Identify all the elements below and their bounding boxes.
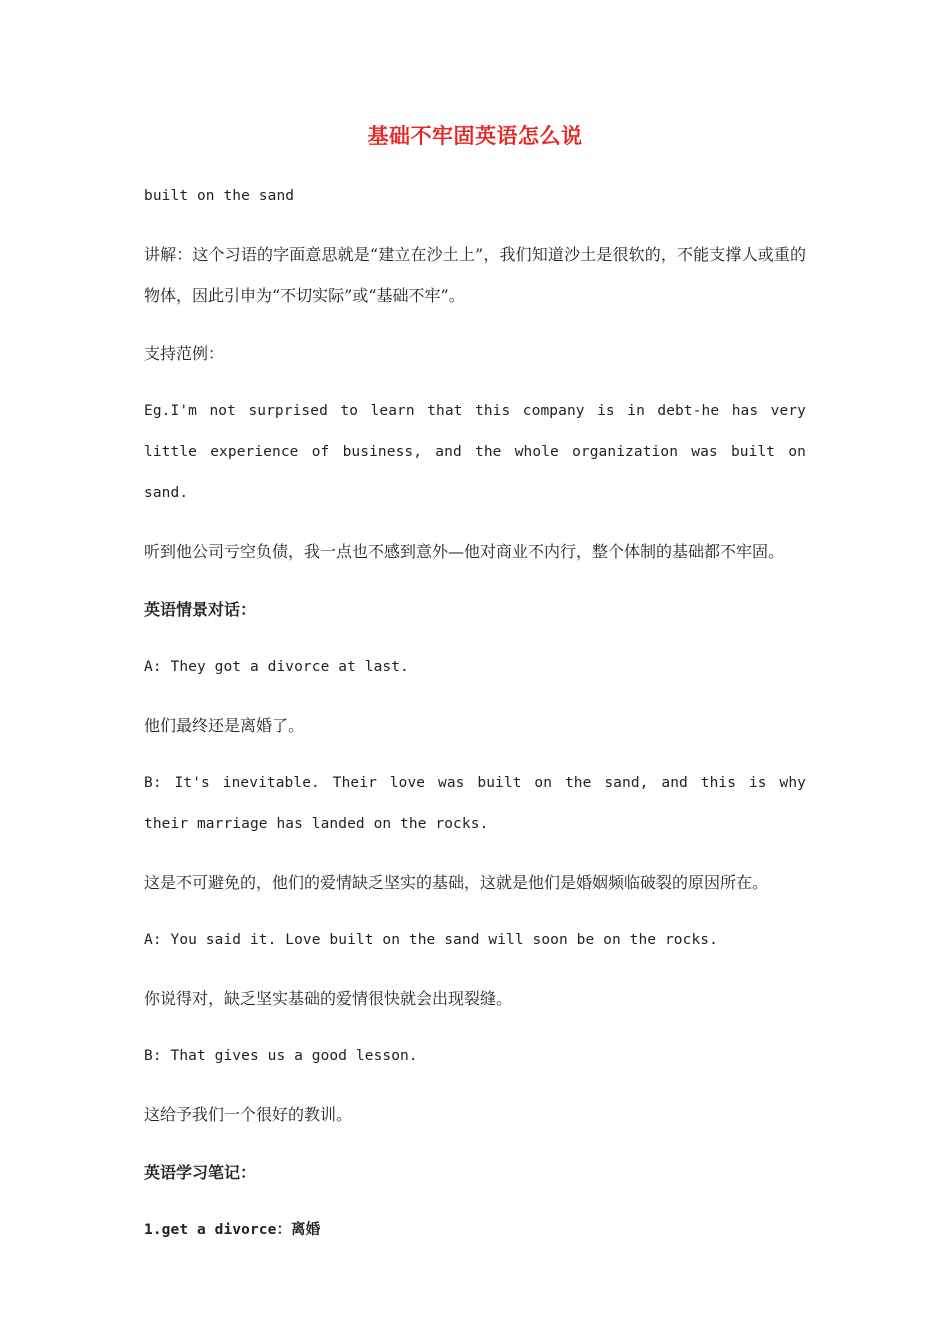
explanation-block xyxy=(144,234,806,316)
dialogue-line xyxy=(144,705,806,746)
dialogue-line-en: B: That gives us a good lesson. xyxy=(144,1048,418,1064)
dialogue-line xyxy=(144,763,806,845)
dialogue-line-cn: 你说得对，缺乏坚实基础的爱情很快就会出现裂缝。 xyxy=(144,989,513,1008)
dialogue-line-en: A: You said it. Love built on the sand will soon be on the rocks. xyxy=(144,932,718,948)
dialogue-heading: 英语情景对话： xyxy=(144,600,257,619)
example-cn-block xyxy=(144,531,806,572)
dialogue-line-en: A: They got a divorce at last. xyxy=(144,659,409,675)
dialogue-line-cn: 这给予我们一个很好的教训。 xyxy=(144,1105,353,1124)
note-item-text: 1.get a divorce：离婚 xyxy=(144,1222,321,1238)
dialogue-line xyxy=(144,978,806,1019)
dialogue-line xyxy=(144,1094,806,1135)
dialogue-line xyxy=(144,1036,806,1077)
dialogue-line xyxy=(144,647,806,688)
dialogue-line xyxy=(144,920,806,961)
dialogue-line-cn: 他们最终还是离婚了。 xyxy=(144,716,305,735)
headword-block xyxy=(144,176,806,217)
headword: built on the sand xyxy=(144,188,295,204)
example-sentence-cn: 听到他公司亏空负债，我一点也不感到意外—他对商业不内行，整个体制的基础都不牢固。 xyxy=(144,542,785,561)
dialogue-line xyxy=(144,862,806,903)
explanation-paragraph: 讲解：这个习语的字面意思就是“建立在沙土上”，我们知道沙土是很软的，不能支撑人或重的物体，因此引申为“不切实际”或“基础不牢”。 xyxy=(144,245,806,305)
document-body xyxy=(144,118,806,1251)
example-en-block xyxy=(144,391,806,514)
examples-heading: 支持范例： xyxy=(144,344,225,363)
notes-heading-block xyxy=(144,1152,806,1193)
examples-heading-block xyxy=(144,333,806,374)
notes-heading: 英语学习笔记： xyxy=(144,1163,257,1182)
dialogue-heading-block xyxy=(144,589,806,630)
example-sentence-en: Eg.I'm not surprised to learn that this company is in debt-he has very little experience of business, and the whole organization was built on sand. xyxy=(144,403,806,501)
document-title: 基础不牢固英语怎么说 xyxy=(367,123,583,148)
dialogue-line-cn: 这是不可避免的，他们的爱情缺乏坚实的基础，这就是他们是婚姻频临破裂的原因所在。 xyxy=(144,873,769,892)
dialogue-line-en: B: It's inevitable. Their love was built on the sand, and this is why their marriage has landed on the rocks. xyxy=(144,775,806,832)
note-item xyxy=(144,1210,806,1251)
